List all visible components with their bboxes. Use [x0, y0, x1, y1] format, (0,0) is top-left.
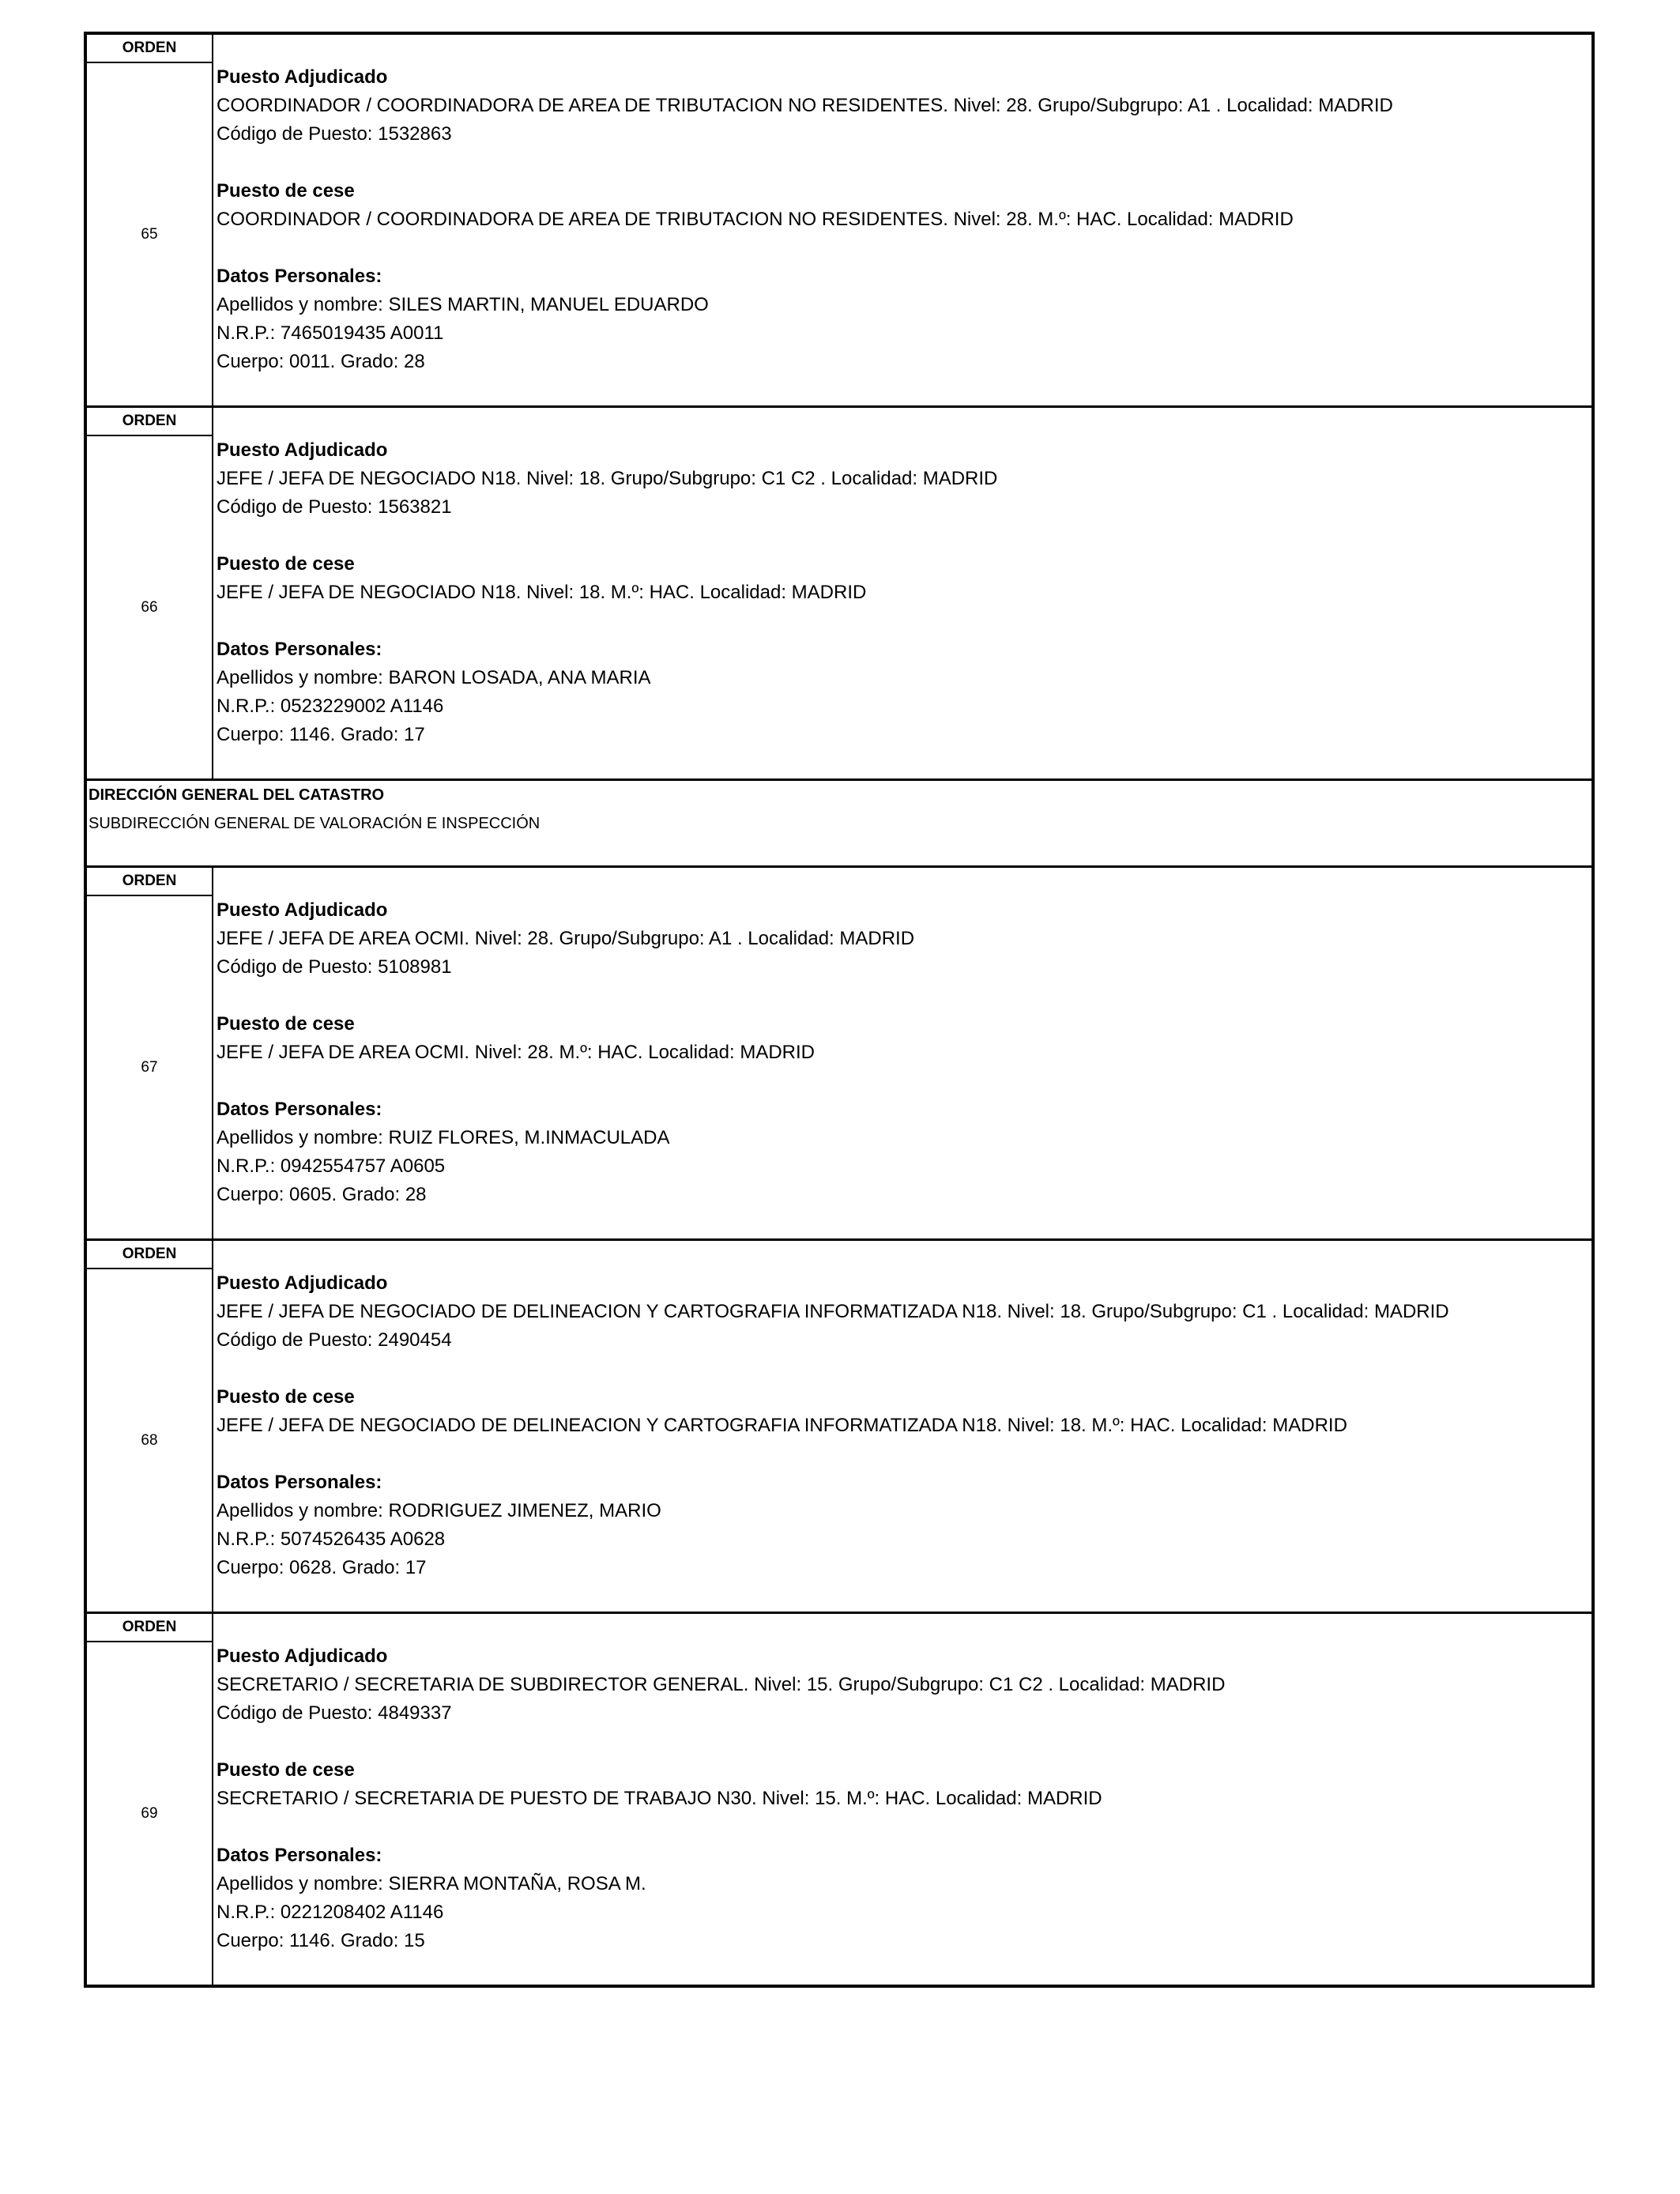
- record-content: [213, 1614, 1591, 1985]
- assigned-post-text: JEFE / JEFA DE NEGOCIADO N18. Nivel: 18. Grupo/Subgrupo: C1 C2 . Localidad: MADRID: [217, 468, 998, 489]
- order-number: 65: [141, 225, 158, 243]
- order-header: ORDEN: [87, 868, 212, 896]
- order-column: [87, 1614, 213, 1985]
- assignment-document: [84, 32, 1595, 1988]
- direction-title: DIRECCIÓN GENERAL DEL CATASTRO: [89, 786, 385, 804]
- person-name: Apellidos y nombre: RUIZ FLORES, M.INMACULADA: [217, 1127, 670, 1148]
- person-body-grade: Cuerpo: 0605. Grado: 28: [217, 1184, 427, 1205]
- order-header: ORDEN: [87, 408, 212, 436]
- section-header: [87, 778, 1591, 865]
- subdirection-title: SUBDIRECCIÓN GENERAL DE VALORACIÓN E INSPECCIÓN: [89, 815, 541, 832]
- person-body-grade: Cuerpo: 0628. Grado: 17: [217, 1557, 427, 1578]
- order-number: 68: [141, 1431, 158, 1449]
- assigned-post-label: Puesto Adjudicado: [217, 439, 388, 461]
- order-number: 69: [141, 1804, 158, 1822]
- assigned-post-label: Puesto Adjudicado: [217, 66, 388, 88]
- cease-post-label: Puesto de cese: [217, 553, 355, 575]
- order-number: 66: [141, 598, 158, 616]
- post-code: Código de Puesto: 4849337: [217, 1702, 452, 1724]
- personal-data-label: Datos Personales:: [217, 1845, 382, 1866]
- person-nrp: N.R.P.: 7465019435 A0011: [217, 322, 444, 344]
- assigned-post-text: JEFE / JEFA DE AREA OCMI. Nivel: 28. Grupo/Subgrupo: A1 . Localidad: MADRID: [217, 928, 915, 949]
- record-content: [213, 868, 1591, 1238]
- record-block: [87, 1612, 1591, 1985]
- cease-post-label: Puesto de cese: [217, 180, 355, 202]
- order-header: ORDEN: [87, 1614, 212, 1642]
- cease-post-text: SECRETARIO / SECRETARIA DE PUESTO DE TRABAJO N30. Nivel: 15. M.º: HAC. Localidad: MADRID: [217, 1788, 1102, 1809]
- personal-data-label: Datos Personales:: [217, 266, 382, 287]
- cease-post-text: JEFE / JEFA DE AREA OCMI. Nivel: 28. M.º: HAC. Localidad: MADRID: [217, 1042, 815, 1063]
- record-block: [87, 865, 1591, 1238]
- person-nrp: N.R.P.: 0523229002 A1146: [217, 696, 444, 717]
- record-block: [87, 405, 1591, 778]
- order-column: [87, 868, 213, 1238]
- record-block: [87, 32, 1591, 405]
- cease-post-text: COORDINADOR / COORDINADORA DE AREA DE TRIBUTACION NO RESIDENTES. Nivel: 28. M.º: HAC. Localidad: MADRID: [217, 209, 1294, 230]
- post-code: Código de Puesto: 5108981: [217, 956, 452, 978]
- assigned-post-label: Puesto Adjudicado: [217, 1646, 388, 1667]
- person-name: Apellidos y nombre: SILES MARTIN, MANUEL EDUARDO: [217, 294, 709, 315]
- assigned-post-label: Puesto Adjudicado: [217, 1272, 388, 1294]
- order-column: [87, 35, 213, 405]
- order-header: ORDEN: [87, 35, 212, 63]
- order-number: 67: [141, 1058, 158, 1076]
- assigned-post-label: Puesto Adjudicado: [217, 899, 388, 921]
- cease-post-label: Puesto de cese: [217, 1013, 355, 1035]
- person-name: Apellidos y nombre: SIERRA MONTAÑA, ROSA M.: [217, 1873, 646, 1894]
- person-body-grade: Cuerpo: 1146. Grado: 17: [217, 724, 425, 745]
- order-column: [87, 1241, 213, 1612]
- person-name: Apellidos y nombre: BARON LOSADA, ANA MARIA: [217, 667, 651, 688]
- person-name: Apellidos y nombre: RODRIGUEZ JIMENEZ, MARIO: [217, 1500, 661, 1521]
- cease-post-label: Puesto de cese: [217, 1759, 355, 1781]
- assigned-post-text: COORDINADOR / COORDINADORA DE AREA DE TRIBUTACION NO RESIDENTES. Nivel: 28. Grupo/Subgrupo: A1 . Localidad: MADRID: [217, 95, 1393, 116]
- person-body-grade: Cuerpo: 1146. Grado: 15: [217, 1930, 425, 1951]
- person-nrp: N.R.P.: 0942554757 A0605: [217, 1155, 446, 1177]
- cease-post-text: JEFE / JEFA DE NEGOCIADO DE DELINEACION Y CARTOGRAFIA INFORMATIZADA N18. Nivel: 18. M.º: HAC. Localidad: MADRID: [217, 1415, 1347, 1436]
- person-nrp: N.R.P.: 5074526435 A0628: [217, 1529, 446, 1550]
- record-content: [213, 408, 1591, 778]
- order-column: [87, 408, 213, 778]
- record-content: [213, 1241, 1591, 1612]
- assigned-post-text: SECRETARIO / SECRETARIA DE SUBDIRECTOR GENERAL. Nivel: 15. Grupo/Subgrupo: C1 C2 . Localidad: MADRID: [217, 1674, 1226, 1695]
- post-code: Código de Puesto: 1563821: [217, 496, 452, 518]
- personal-data-label: Datos Personales:: [217, 1472, 382, 1493]
- person-body-grade: Cuerpo: 0011. Grado: 28: [217, 351, 425, 372]
- cease-post-text: JEFE / JEFA DE NEGOCIADO N18. Nivel: 18. M.º: HAC. Localidad: MADRID: [217, 582, 867, 603]
- record-block: [87, 1238, 1591, 1612]
- personal-data-label: Datos Personales:: [217, 639, 382, 660]
- cease-post-label: Puesto de cese: [217, 1386, 355, 1408]
- post-code: Código de Puesto: 1532863: [217, 123, 452, 145]
- personal-data-label: Datos Personales:: [217, 1099, 382, 1120]
- record-content: [213, 35, 1591, 405]
- post-code: Código de Puesto: 2490454: [217, 1329, 452, 1351]
- person-nrp: N.R.P.: 0221208402 A1146: [217, 1902, 444, 1923]
- order-header: ORDEN: [87, 1241, 212, 1269]
- assigned-post-text: JEFE / JEFA DE NEGOCIADO DE DELINEACION Y CARTOGRAFIA INFORMATIZADA N18. Nivel: 18. Grupo/Subgrupo: C1 . Localidad: MADRID: [217, 1301, 1449, 1322]
